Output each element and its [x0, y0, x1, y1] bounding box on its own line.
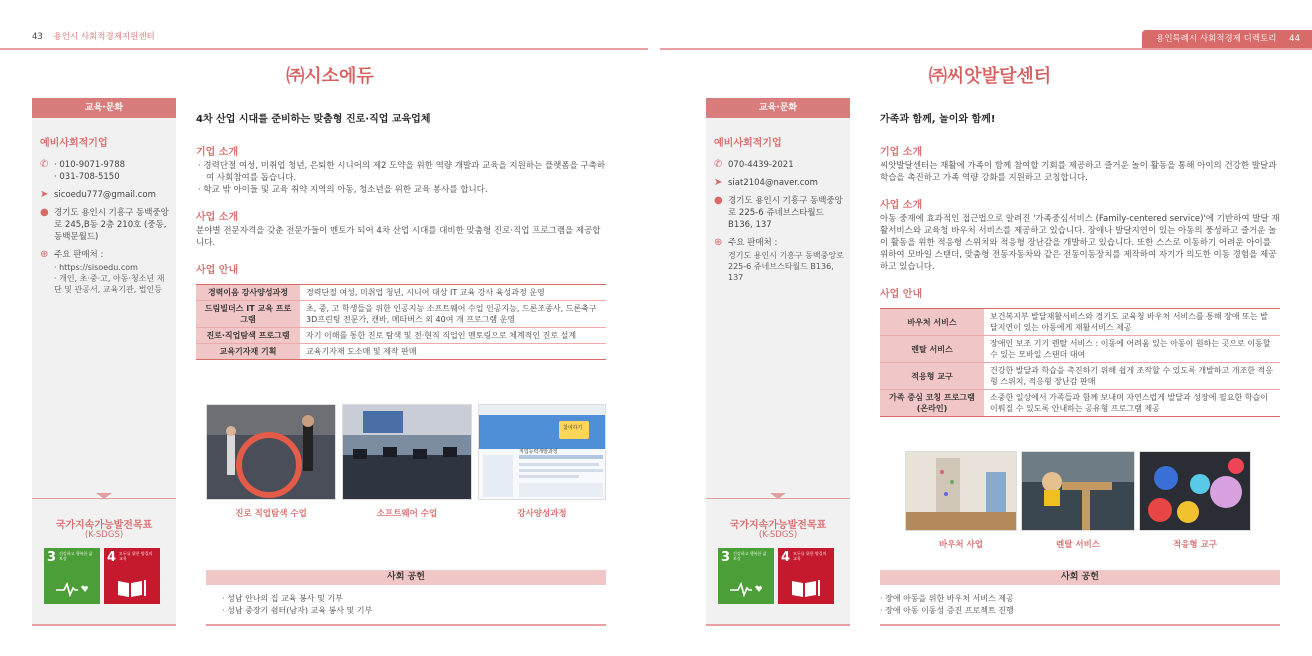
- left-biz-text: 분야별 전문자격을 갖춘 전문가들이 멘토가 되어 4차 산업 시대를 대비한 맞춤형 진로·직업 프로그램을 제공합니다.: [196, 226, 601, 248]
- right-sdg4-badge: [778, 548, 834, 604]
- location-pin-icon: ●: [40, 207, 49, 218]
- board-button-text: 참여하기: [563, 425, 583, 431]
- right-headline: 가족과 함께, 놀이와 함께!: [880, 114, 996, 125]
- table-key: 렌탈 서비스: [880, 336, 984, 363]
- table-row: [196, 285, 606, 301]
- table-key: 교육기자재 기획: [196, 344, 300, 360]
- right-org-title: ㈜씨앗발달센터: [928, 66, 1052, 87]
- left-caption-2: 소프트웨어 수업: [376, 509, 438, 519]
- sdg4-number: 4: [107, 550, 117, 565]
- left-intro-bullet-1: · 경력단절 여성, 미취업 청년, 은퇴한 시니어의 제2 도약을 위한 역량 개발과 교육을 지원하는 플랫폼을 구축하여 사회참여를 돕습니다.: [198, 161, 606, 183]
- left-sales-clients: · 개인, 초·중·고, 아동·청소년 재단 및 관공서, 교육기관, 법인등: [54, 274, 165, 294]
- right-sales-label: 주요 판매처 :: [728, 238, 778, 248]
- left-social-bottom-line: [206, 624, 606, 626]
- left-caption-3: 강사양성과정: [517, 509, 567, 519]
- send-icon: ➤: [714, 177, 723, 188]
- left-phone-1[interactable]: · 010-9071-9788: [54, 160, 126, 170]
- right-category-tag: 교육·문화: [706, 98, 850, 118]
- right-social-item-2: · 장애 아동 이동성 증진 프로젝트 진행: [880, 606, 1014, 615]
- sidebar-divider: [32, 498, 176, 499]
- left-service-table: [196, 284, 606, 360]
- table-value: 건강한 발달과 학습을 촉진하기 위해 쉽게 조작할 수 있도록 개발하고 개조한 적응형 스위치, 적응형 장난감 판매: [984, 363, 1280, 390]
- left-headline: 4차 산업 시대를 준비하는 맞춤형 진로·직업 교육업체: [196, 114, 431, 125]
- right-caption-1: 바우처 사업: [938, 540, 983, 550]
- sdg3-number: 3: [47, 550, 57, 565]
- left-sdg3-badge: [44, 548, 100, 604]
- right-sidebar: [706, 98, 850, 626]
- right-page-number: 44: [1289, 34, 1300, 44]
- table-key: 적응형 교구: [880, 363, 984, 390]
- table-key: 가족 중심 코칭 프로그램 (온라인): [880, 390, 984, 417]
- left-sales-label: 주요 판매처 :: [54, 250, 104, 260]
- right-company-type: 예비사회적기업: [714, 138, 782, 149]
- left-social-title: 사회 공헌: [206, 570, 606, 585]
- right-sdg-title: 국가지속가능발전목표: [729, 520, 827, 531]
- left-sdg-subtitle: (K-SDGS): [84, 530, 124, 540]
- right-address: [714, 195, 844, 231]
- send-icon: ➤: [40, 189, 49, 200]
- sdg4-label: 모두를 위한 양질의 교육: [793, 551, 827, 561]
- table-value: 보건복지부 발달재활서비스와 경기도 교육청 바우처 서비스를 통해 장애 또는 발달지연이 있는 아동에게 재활서비스 제공: [984, 309, 1280, 336]
- table-value: 소중한 일상에서 가족들과 함께 보내며 자연스럽게 발달과 성장에 필요한 학습이 이뤄질 수 있도록 안내하는 공유형 프로그램 제공: [984, 390, 1280, 417]
- table-row: [196, 301, 606, 328]
- right-sdg-subtitle: (K-SDGS): [758, 530, 798, 540]
- board-title-text: 직업능력개발과정: [519, 449, 558, 455]
- table-row: [880, 309, 1280, 336]
- book-icon: [116, 578, 148, 598]
- table-value: 자기 이해를 통한 진로 탐색 및 전·현직 직업인 멘토링으로 체계적인 진로 설계: [300, 328, 606, 344]
- left-address: [40, 207, 170, 243]
- left-address-text: 경기도 용인시 기흥구 동백중앙로 245,B동 2층 210호 (중동, 동백문월드): [54, 208, 169, 242]
- right-biz-text: 아동 중재에 효과적인 접근법으로 알려진 '가족중심서비스 (Family-centered service)'에 기반하여 발달 재활서비스와 교육청 바우처 서비스를 제공하고 있습니다. 장애나 발달지연이 있는 아동의 풍성하고 즐거운 놀이 활동을 위한 적응형 스위치와 적응형 장난감을 개발하고 있습니다. 또한 스스로 이동하기 어려운 아이를 위하여 모바일 스탠더, 맞춤형 전동자동차와 같은 전동이동장치를 제작하여 자기가 의도한 이동 경험을 제공하고 있습니다.: [880, 214, 1280, 272]
- right-sales-address: 경기도 용인시 기흥구 동백중앙로 225-6 쥬네브스타월드 B136, 137: [728, 251, 844, 282]
- table-value: 교육기자재 도소매 및 제작 판매: [300, 344, 606, 360]
- table-row: [880, 336, 1280, 363]
- sidebar-bottom-line: [32, 624, 176, 626]
- left-category-tag: 교육·문화: [32, 98, 176, 118]
- table-key: 진로·직업탐색 프로그램: [196, 328, 300, 344]
- location-pin-icon: ●: [714, 195, 723, 206]
- right-guide-title: 사업 안내: [880, 289, 923, 300]
- left-guide-title: 사업 안내: [196, 265, 239, 276]
- right-phone-text[interactable]: 070-4439-2021: [728, 160, 794, 170]
- table-row: [196, 344, 606, 360]
- sdg3-label: 건강하고 행복한 삶 보장: [733, 551, 767, 561]
- table-row: [196, 328, 606, 344]
- adaptive-toys-illustration: [1140, 452, 1251, 531]
- right-caption-3: 적응형 교구: [1172, 540, 1217, 550]
- photo-rental: [1021, 451, 1135, 531]
- right-address-text: 경기도 용인시 기흥구 동백중앙로 225-6 쥬네브스타월드 B136, 137: [728, 196, 843, 230]
- right-main-content: [880, 110, 1280, 417]
- phone-icon: ✆: [714, 159, 723, 170]
- left-intro-bullet-2: · 학교 밖 아이들 및 교육 취약 지역의 아동, 청소년을 위한 교육 봉사를 합니다.: [198, 185, 488, 195]
- left-social-item-2: · 성남 중장기 쉼터(남자) 교육 봉사 및 기부: [222, 606, 373, 615]
- globe-icon: ⊕: [40, 249, 49, 260]
- right-email-text[interactable]: siat2104@naver.com: [728, 178, 818, 188]
- photo-software-class: [342, 404, 472, 500]
- sidebar-bottom-line: [706, 624, 850, 626]
- left-social-item-1: · 성남 안나의 집 교육 봉사 및 기부: [222, 594, 343, 603]
- left-company-type: 예비사회적기업: [40, 138, 108, 149]
- left-page-header: [32, 30, 155, 42]
- left-intro-title: 기업 소개: [196, 147, 239, 158]
- left-org-title: ㈜시소에듀: [286, 66, 374, 87]
- right-top-divider: [660, 48, 1312, 50]
- right-page-header: [1142, 30, 1312, 48]
- photo-instructor-course: [478, 404, 606, 500]
- sdg4-number: 4: [781, 550, 791, 565]
- right-page-header-title: 용인특례시 사회적경제 디렉토리: [1156, 34, 1277, 44]
- right-caption-2: 렌탈 서비스: [1055, 540, 1100, 550]
- table-key: 바우처 서비스: [880, 309, 984, 336]
- career-class-illustration: [207, 405, 336, 500]
- left-page-number: 43: [32, 32, 43, 42]
- left-email: [40, 189, 170, 201]
- voucher-room-illustration: [906, 452, 1017, 531]
- left-sdg-title: 국가지속가능발전목표: [55, 520, 153, 531]
- table-row: [880, 363, 1280, 390]
- sdg3-number: 3: [721, 550, 731, 565]
- left-sales-url[interactable]: · https://sisoedu.com: [54, 263, 138, 272]
- software-class-illustration: [343, 405, 472, 500]
- left-page-header-title: 용인시 사회적경제지원센터: [53, 32, 155, 42]
- table-value: 초, 중, 고 학생들을 위한 인공지능 소프트웨어 수업 인공지능, 드론조종사, 드론축구3D프린팅 전문가, 캔바, 메타버스 외 40여 개 프로그램 운영: [300, 301, 606, 328]
- left-sales: [40, 249, 170, 261]
- right-social-item-1: · 장애 아동을 위한 바우처 서비스 제공: [880, 594, 1014, 603]
- book-icon: [790, 578, 822, 598]
- sdg3-label: 건강하고 행복한 삶 보장: [59, 551, 93, 561]
- right-biz-title: 사업 소개: [880, 200, 923, 211]
- left-top-divider: [0, 48, 648, 50]
- table-value: 경력단절 여성, 미취업 청년, 시니어 대상 IT 교육 강사 육성과정 운영: [300, 285, 606, 301]
- right-social-bottom-line: [880, 624, 1280, 626]
- right-intro-text: 씨앗발달센터는 재활에 가족이 함께 참여할 기회를 제공하고 즐거운 놀이 활동을 통해 아이의 건강한 발달과 학습을 촉진하고 가족 역량 강화를 지원하고 코칭합니다.: [880, 161, 1277, 183]
- right-phone: [714, 159, 844, 171]
- table-key: 경력이음 강사양성과정: [196, 285, 300, 301]
- table-value: 장애인 보조 기기 렌탈 서비스 : 이동에 어려움 있는 아동이 원하는 곳으로 이동할 수 있는 모바일 스탠더 대여: [984, 336, 1280, 363]
- photo-adaptive-toys: [1139, 451, 1251, 531]
- globe-icon: ⊕: [714, 237, 723, 248]
- phone-icon: ✆: [40, 159, 49, 170]
- left-biz-title: 사업 소개: [196, 212, 239, 223]
- table-row: [880, 390, 1280, 417]
- photo-career-class: [206, 404, 336, 500]
- right-email: [714, 177, 844, 189]
- heartbeat-icon: [56, 580, 88, 598]
- left-caption-1: 진로 직업탐색 수업: [235, 509, 307, 519]
- left-sidebar: [32, 98, 176, 626]
- sidebar-divider: [706, 498, 850, 499]
- left-email-text[interactable]: sicoedu777@gmail.com: [54, 190, 156, 200]
- right-service-table: [880, 308, 1280, 417]
- rental-stander-illustration: [1022, 452, 1135, 531]
- right-social-title: 사회 공헌: [880, 570, 1280, 585]
- table-key: 드림빌더스 IT 교육 프로그램: [196, 301, 300, 328]
- left-phone-2[interactable]: · 031-708-5150: [54, 172, 120, 182]
- photo-voucher: [905, 451, 1017, 531]
- left-phone: [40, 159, 170, 183]
- left-main-content: [196, 110, 606, 360]
- sdg4-label: 모두를 위한 양질의 교육: [119, 551, 153, 561]
- right-sales: [714, 237, 844, 249]
- right-intro-title: 기업 소개: [880, 147, 923, 158]
- right-sdg3-badge: [718, 548, 774, 604]
- left-sdg4-badge: [104, 548, 160, 604]
- heartbeat-icon: [730, 580, 762, 598]
